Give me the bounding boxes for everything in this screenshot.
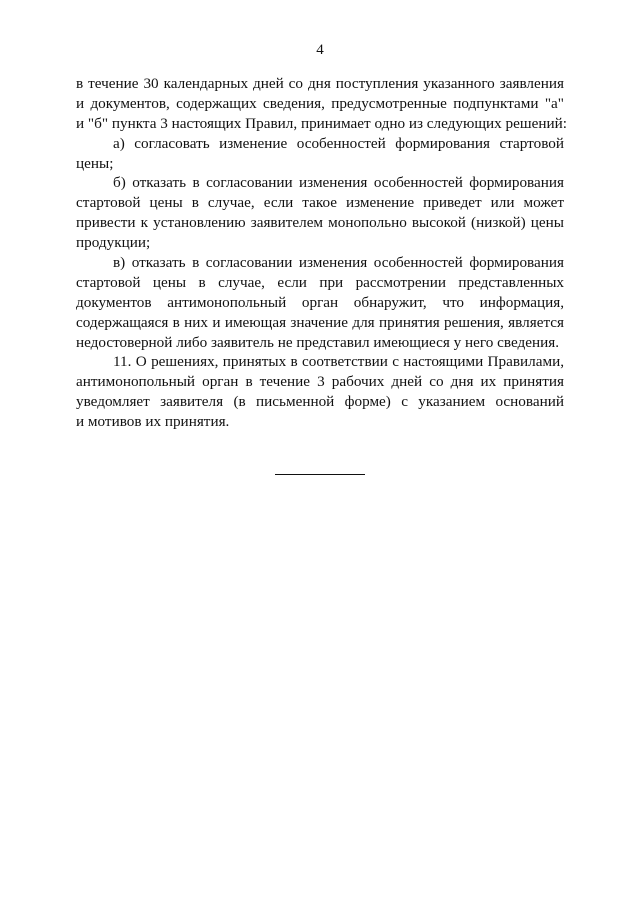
text-line: в) отказать в согласовании изменения особенностей формирования [113,254,564,272]
text-line: привести к установлению заявителем монопольно высокой (низкой) цены [76,214,564,232]
text-line: 11. О решениях, принятых в соответствии с настоящими Правилами, [113,353,564,371]
document-body [76,74,567,432]
text-line: антимонопольный орган в течение 3 рабочих дней со дня их принятия [76,373,564,391]
text-line: стартовой цены в случае, если такое изменение приведет или может [76,194,564,212]
text-line: и мотивов их принятия. [76,413,230,431]
text-line: в течение 30 календарных дней со дня поступления указанного заявления [76,75,564,92]
text-line: продукции; [76,234,151,252]
paragraph-section-11 [76,352,564,432]
text-line: а) согласовать изменение особенностей формирования стартовой [113,134,564,152]
paragraph-item-b [76,173,564,253]
paragraph-continuation [76,74,567,134]
text-line: документов антимонопольный орган обнаружит, что информация, [76,293,564,311]
text-line: и документов, содержащих сведения, предусмотренные подпунктами "а" [76,94,564,112]
end-separator-line [275,474,365,475]
paragraph-item-a [76,134,564,174]
text-line: б) отказать в согласовании изменения особенностей формирования [113,174,564,192]
text-line: недостоверной либо заявитель не представил имеющиеся у него сведения. [76,333,560,351]
text-line: уведомляет заявителя (в письменной форме) с указанием оснований [76,393,564,411]
text-line: цены; [76,154,114,172]
text-line: содержащаяся в них и имеющая значение для принятия решения, является [76,313,564,331]
text-line: стартовой цены в случае, если при рассмотрении представленных [76,273,564,291]
paragraph-item-v [76,253,564,352]
text-line: и "б" пункта 3 настоящих Правил, принимает одно из следующих решений: [76,114,567,132]
page-number: 4 [316,42,324,58]
